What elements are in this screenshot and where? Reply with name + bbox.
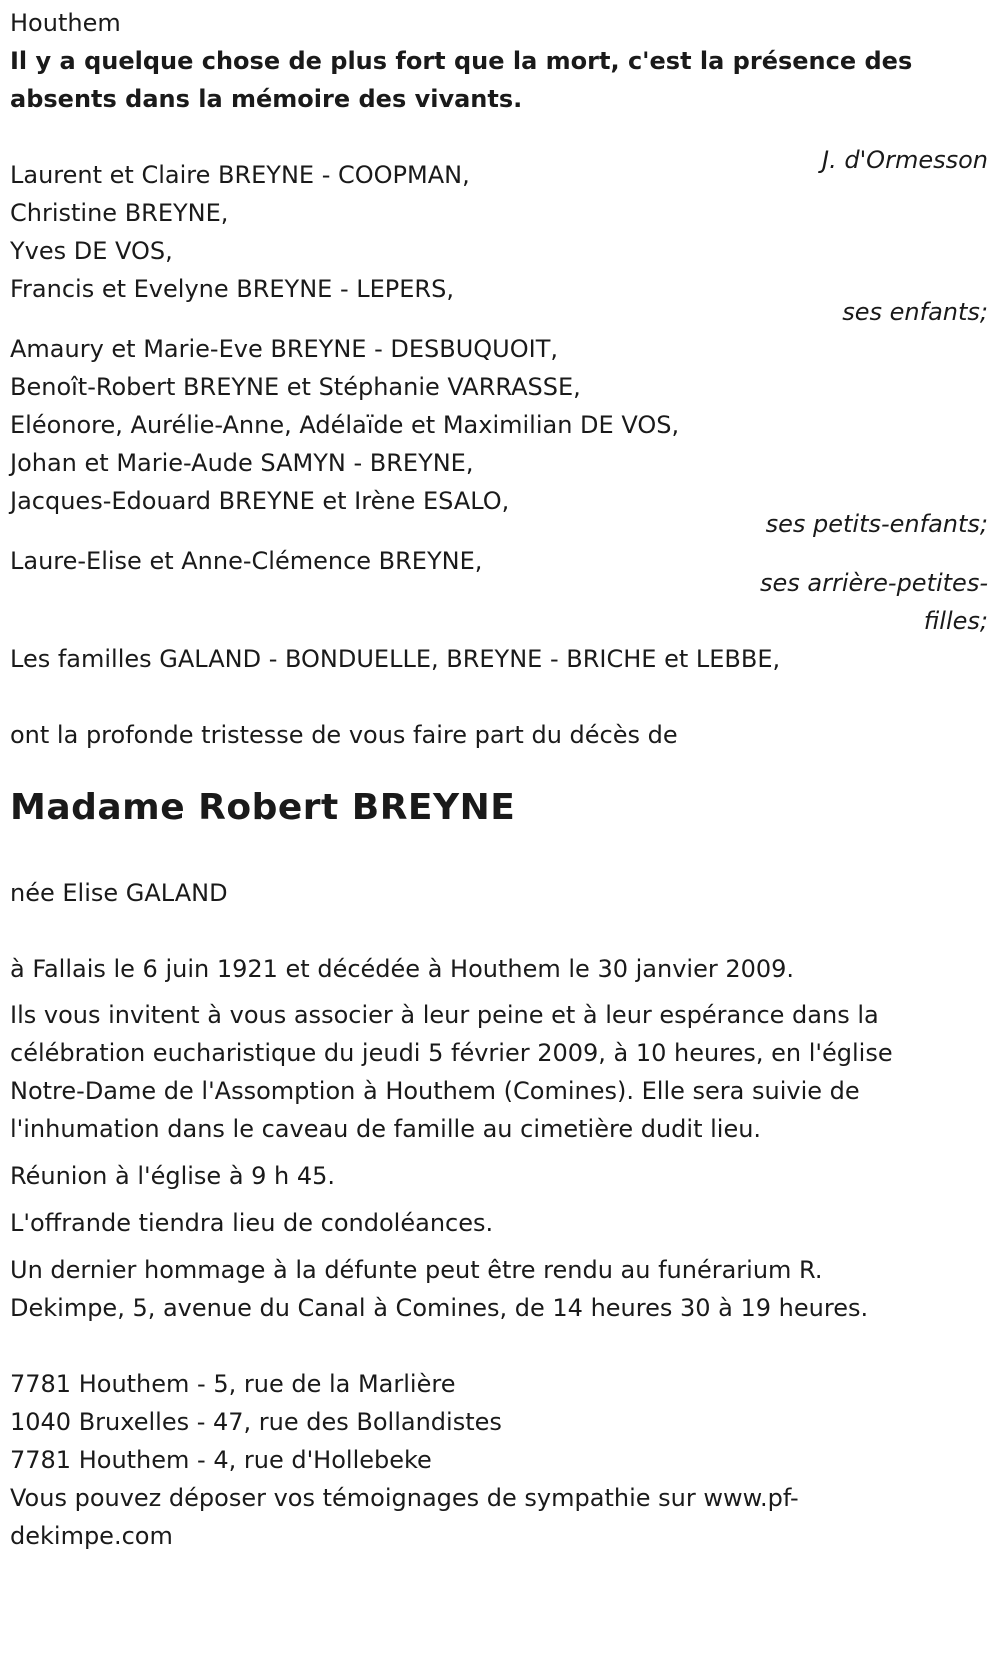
great-grandchildren-role-2: filles; bbox=[923, 607, 988, 635]
families: Les familles GALAND - BONDUELLE, BREYNE - BRICHE et LEBBE, bbox=[10, 645, 781, 673]
dates: à Fallais le 6 juin 1921 et décédée à Houthem le 30 janvier 2009. bbox=[10, 955, 795, 983]
address: 1040 Bruxelles - 47, rue des Bollandistes bbox=[10, 1408, 502, 1436]
testimonials-link[interactable]: dekimpe.com bbox=[10, 1522, 173, 1550]
ceremony-line: Notre-Dame de l'Assomption à Houthem (Comines). Elle sera suivie de bbox=[10, 1077, 860, 1105]
quote-author: J. d'Ormesson bbox=[822, 146, 988, 174]
child-name: Yves DE VOS, bbox=[10, 237, 173, 265]
grandchild-name: Johan et Marie-Aude SAMYN - BREYNE, bbox=[10, 449, 474, 477]
tribute-line-2: Dekimpe, 5, avenue du Canal à Comines, de 14 heures 30 à 19 heures. bbox=[10, 1294, 869, 1322]
birth-name: née Elise GALAND bbox=[10, 879, 228, 907]
meeting: Réunion à l'église à 9 h 45. bbox=[10, 1162, 336, 1190]
grandchild-name: Amaury et Marie-Eve BREYNE - DESBUQUOIT, bbox=[10, 335, 558, 363]
ceremony-line: l'inhumation dans le caveau de famille au cimetière dudit lieu. bbox=[10, 1115, 762, 1143]
quote-line-2: absents dans la mémoire des vivants. bbox=[10, 85, 523, 113]
location: Houthem bbox=[10, 9, 121, 37]
deceased-name: Madame Robert BREYNE bbox=[10, 787, 516, 828]
ceremony-line: Ils vous invitent à vous associer à leur peine et à leur espérance dans la bbox=[10, 1001, 879, 1029]
child-name: Laurent et Claire BREYNE - COOPMAN, bbox=[10, 161, 470, 189]
address: 7781 Houthem - 4, rue d'Hollebeke bbox=[10, 1446, 432, 1474]
offering: L'offrande tiendra lieu de condoléances. bbox=[10, 1209, 494, 1237]
announcement: ont la profonde tristesse de vous faire part du décès de bbox=[10, 721, 678, 749]
child-name: Christine BREYNE, bbox=[10, 199, 229, 227]
ceremony-line: célébration eucharistique du jeudi 5 février 2009, à 10 heures, en l'église bbox=[10, 1039, 893, 1067]
great-grandchildren-role-1: ses arrière-petites- bbox=[760, 569, 988, 597]
grandchild-name: Benoît-Robert BREYNE et Stéphanie VARRASSE, bbox=[10, 373, 581, 401]
child-name: Francis et Evelyne BREYNE - LEPERS, bbox=[10, 275, 454, 303]
grandchildren-role: ses petits-enfants; bbox=[765, 510, 988, 538]
address: 7781 Houthem - 5, rue de la Marlière bbox=[10, 1370, 456, 1398]
quote-line-1: Il y a quelque chose de plus fort que la mort, c'est la présence des bbox=[10, 47, 913, 75]
grandchild-name: Eléonore, Aurélie-Anne, Adélaïde et Maximilian DE VOS, bbox=[10, 411, 680, 439]
testimonials-line-1: Vous pouvez déposer vos témoignages de sympathie sur www.pf- bbox=[10, 1484, 799, 1512]
tribute-line-1: Un dernier hommage à la défunte peut être rendu au funérarium R. bbox=[10, 1256, 823, 1284]
great-grandchild-name: Laure-Elise et Anne-Clémence BREYNE, bbox=[10, 547, 483, 575]
grandchild-name: Jacques-Edouard BREYNE et Irène ESALO, bbox=[10, 487, 510, 515]
children-role: ses enfants; bbox=[842, 298, 988, 326]
